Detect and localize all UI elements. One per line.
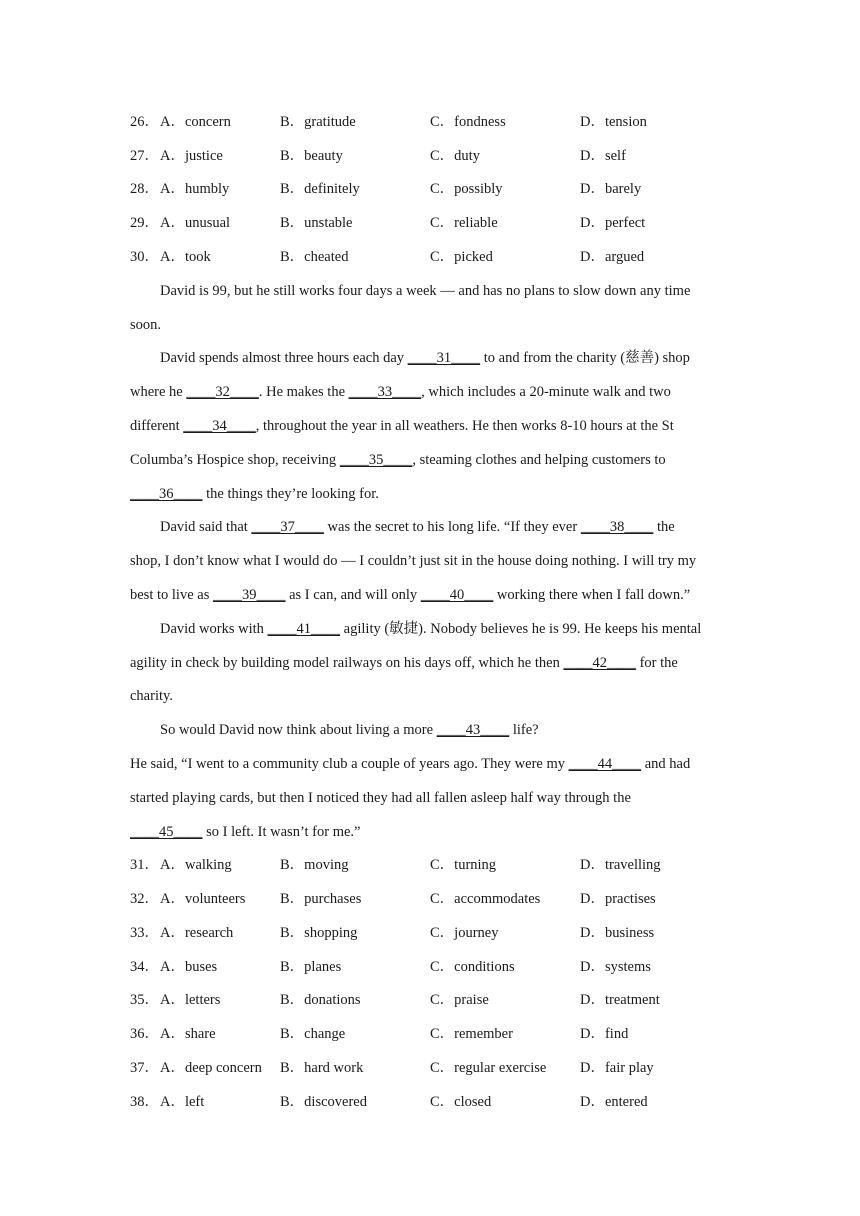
passage-line xyxy=(130,585,690,605)
passage-line xyxy=(130,484,379,504)
blank-42: ____42____ xyxy=(563,655,636,671)
option-b: B．hard work xyxy=(280,1060,364,1076)
question-row xyxy=(130,990,770,1010)
passage-line xyxy=(130,653,678,673)
passage-line xyxy=(130,416,674,436)
passage-text: , throughout the year in all weathers. He then works 8-10 hours at the St xyxy=(255,418,674,434)
option-d: D．fair play xyxy=(580,1060,654,1076)
passage-text: agility in check by building model railways on his days off, which he then xyxy=(130,655,564,671)
option-b: B．purchases xyxy=(280,891,362,907)
passage-text: soon. xyxy=(130,317,162,333)
blank-43: ____43____ xyxy=(436,722,510,738)
passage-text: so I left. It wasn’t for me.” xyxy=(202,824,361,840)
option-b: B．shopping xyxy=(280,925,358,941)
passage-text: life? xyxy=(509,722,539,738)
question-row xyxy=(130,1058,770,1078)
option-b: B．moving xyxy=(280,857,349,873)
passage-line xyxy=(130,754,690,774)
passage-text: agility (敏捷). Nobody believes he is 99. He keeps his mental xyxy=(340,621,702,637)
option-b: B．cheated xyxy=(280,249,349,265)
blank-40: ____40____ xyxy=(420,587,494,603)
option-c: C．turning xyxy=(430,857,497,873)
passage-text: to and from the charity (慈善) shop xyxy=(480,350,690,366)
question-number: 27． xyxy=(130,148,159,164)
option-c: C．duty xyxy=(430,148,480,164)
blank-44: ____44____ xyxy=(568,756,642,772)
option-b: B．discovered xyxy=(280,1094,367,1110)
question-number: 34． xyxy=(130,959,159,975)
blank-33: ____33____ xyxy=(348,384,422,400)
passage-text: , which includes a 20-minute walk and two xyxy=(421,384,671,400)
option-a: A．justice xyxy=(160,148,223,164)
blank-36: ____36____ xyxy=(130,486,203,502)
passage-line xyxy=(160,281,690,301)
passage-text: was the secret to his long life. “If they ever xyxy=(323,519,581,535)
option-b: B．gratitude xyxy=(280,114,356,130)
question-row xyxy=(130,957,770,977)
option-d: D．tension xyxy=(580,114,647,130)
option-a: A．volunteers xyxy=(160,891,246,907)
question-number: 33． xyxy=(130,925,159,941)
option-b: B．unstable xyxy=(280,215,353,231)
question-row xyxy=(130,889,770,909)
passage-line xyxy=(130,450,666,470)
option-a: A．humbly xyxy=(160,181,230,197)
passage-text: , steaming clothes and helping customers to xyxy=(412,452,666,468)
option-c: C．journey xyxy=(430,925,499,941)
passage-text: where he xyxy=(130,384,187,400)
option-b: B．change xyxy=(280,1026,346,1042)
passage-text: as I can, and will only xyxy=(285,587,421,603)
option-d: D．self xyxy=(580,148,626,164)
option-a: A．concern xyxy=(160,114,231,130)
option-b: B．beauty xyxy=(280,148,343,164)
option-c: C．praise xyxy=(430,992,489,1008)
option-a: A．share xyxy=(160,1026,216,1042)
question-number: 38． xyxy=(130,1094,159,1110)
passage-text: started playing cards, but then I noticed they had all fallen asleep half way through the xyxy=(130,790,631,806)
question-row xyxy=(130,146,770,166)
question-row xyxy=(130,213,770,233)
option-c: C．possibly xyxy=(430,181,503,197)
blank-37: ____37____ xyxy=(251,519,324,535)
question-number: 28． xyxy=(130,181,159,197)
passage-text: the xyxy=(653,519,675,535)
option-d: D．practises xyxy=(580,891,656,907)
question-row xyxy=(130,855,770,875)
option-d: D．travelling xyxy=(580,857,661,873)
option-d: D．barely xyxy=(580,181,642,197)
option-b: B．planes xyxy=(280,959,342,975)
option-b: B．donations xyxy=(280,992,361,1008)
option-c: C．regular exercise xyxy=(430,1060,547,1076)
passage-text: David is 99, but he still works four days a week — and has no plans to slow down any time xyxy=(160,283,691,299)
passage-line xyxy=(160,619,701,639)
passage-text: He said, “I went to a community club a couple of years ago. They were my xyxy=(130,756,569,772)
option-d: D．treatment xyxy=(580,992,660,1008)
passage-text: best to live as xyxy=(130,587,213,603)
passage-line xyxy=(130,686,173,706)
option-d: D．business xyxy=(580,925,655,941)
option-a: A．letters xyxy=(160,992,221,1008)
passage-line xyxy=(130,822,360,842)
question-number: 31． xyxy=(130,857,159,873)
question-number: 32． xyxy=(130,891,159,907)
question-row xyxy=(130,179,770,199)
question-number: 35． xyxy=(130,992,159,1008)
option-a: A．buses xyxy=(160,959,218,975)
option-c: C．picked xyxy=(430,249,493,265)
option-b: B．definitely xyxy=(280,181,360,197)
passage-line xyxy=(130,315,161,335)
option-d: D．find xyxy=(580,1026,629,1042)
question-number: 30． xyxy=(130,249,159,265)
blank-32: ____32____ xyxy=(186,384,259,400)
passage-line xyxy=(130,788,631,808)
passage-text: for the xyxy=(635,655,678,671)
option-d: D．systems xyxy=(580,959,651,975)
passage-text: . He makes the xyxy=(258,384,349,400)
question-row xyxy=(130,112,770,132)
passage-line xyxy=(130,382,671,402)
option-a: A．took xyxy=(160,249,211,265)
option-a: A．deep concern xyxy=(160,1060,262,1076)
option-d: D．perfect xyxy=(580,215,646,231)
passage-text: David works with xyxy=(160,621,268,637)
blank-45: ____45____ xyxy=(130,824,203,840)
option-a: A．left xyxy=(160,1094,205,1110)
passage-text: So would David now think about living a more xyxy=(160,722,437,738)
passage-line xyxy=(160,720,539,740)
option-c: C．reliable xyxy=(430,215,498,231)
option-c: C．accommodates xyxy=(430,891,541,907)
blank-39: ____39____ xyxy=(212,587,286,603)
passage-text: working there when I fall down.” xyxy=(493,587,691,603)
question-row xyxy=(130,247,770,267)
question-row xyxy=(130,923,770,943)
passage-text: and had xyxy=(641,756,691,772)
passage-text: shop, I don’t know what I would do — I couldn’t just sit in the house doing nothing. I will try my xyxy=(130,553,697,569)
question-number: 26． xyxy=(130,114,159,130)
passage-text: different xyxy=(130,418,184,434)
passage-line xyxy=(160,348,690,368)
passage-text: David said that xyxy=(160,519,252,535)
question-number: 29． xyxy=(130,215,159,231)
option-c: C．closed xyxy=(430,1094,492,1110)
blank-34: ____34____ xyxy=(183,418,256,434)
blank-31: ____31____ xyxy=(407,350,481,366)
option-a: A．research xyxy=(160,925,234,941)
passage-text: Columba’s Hospice shop, receiving xyxy=(130,452,340,468)
passage-text: charity. xyxy=(130,688,173,704)
option-c: C．remember xyxy=(430,1026,513,1042)
passage-line xyxy=(160,517,675,537)
option-a: A．unusual xyxy=(160,215,231,231)
question-row xyxy=(130,1092,770,1112)
option-a: A．walking xyxy=(160,857,232,873)
question-number: 37． xyxy=(130,1060,159,1076)
option-d: D．argued xyxy=(580,249,645,265)
option-c: C．fondness xyxy=(430,114,506,130)
passage-line xyxy=(130,551,696,571)
question-row xyxy=(130,1024,770,1044)
question-number: 36． xyxy=(130,1026,159,1042)
blank-38: ____38____ xyxy=(580,519,654,535)
option-c: C．conditions xyxy=(430,959,515,975)
passage-text: David spends almost three hours each day xyxy=(160,350,408,366)
passage-text: the things they’re looking for. xyxy=(202,486,379,502)
option-d: D．entered xyxy=(580,1094,648,1110)
blank-35: ____35____ xyxy=(339,452,413,468)
blank-41: ____41____ xyxy=(267,621,341,637)
